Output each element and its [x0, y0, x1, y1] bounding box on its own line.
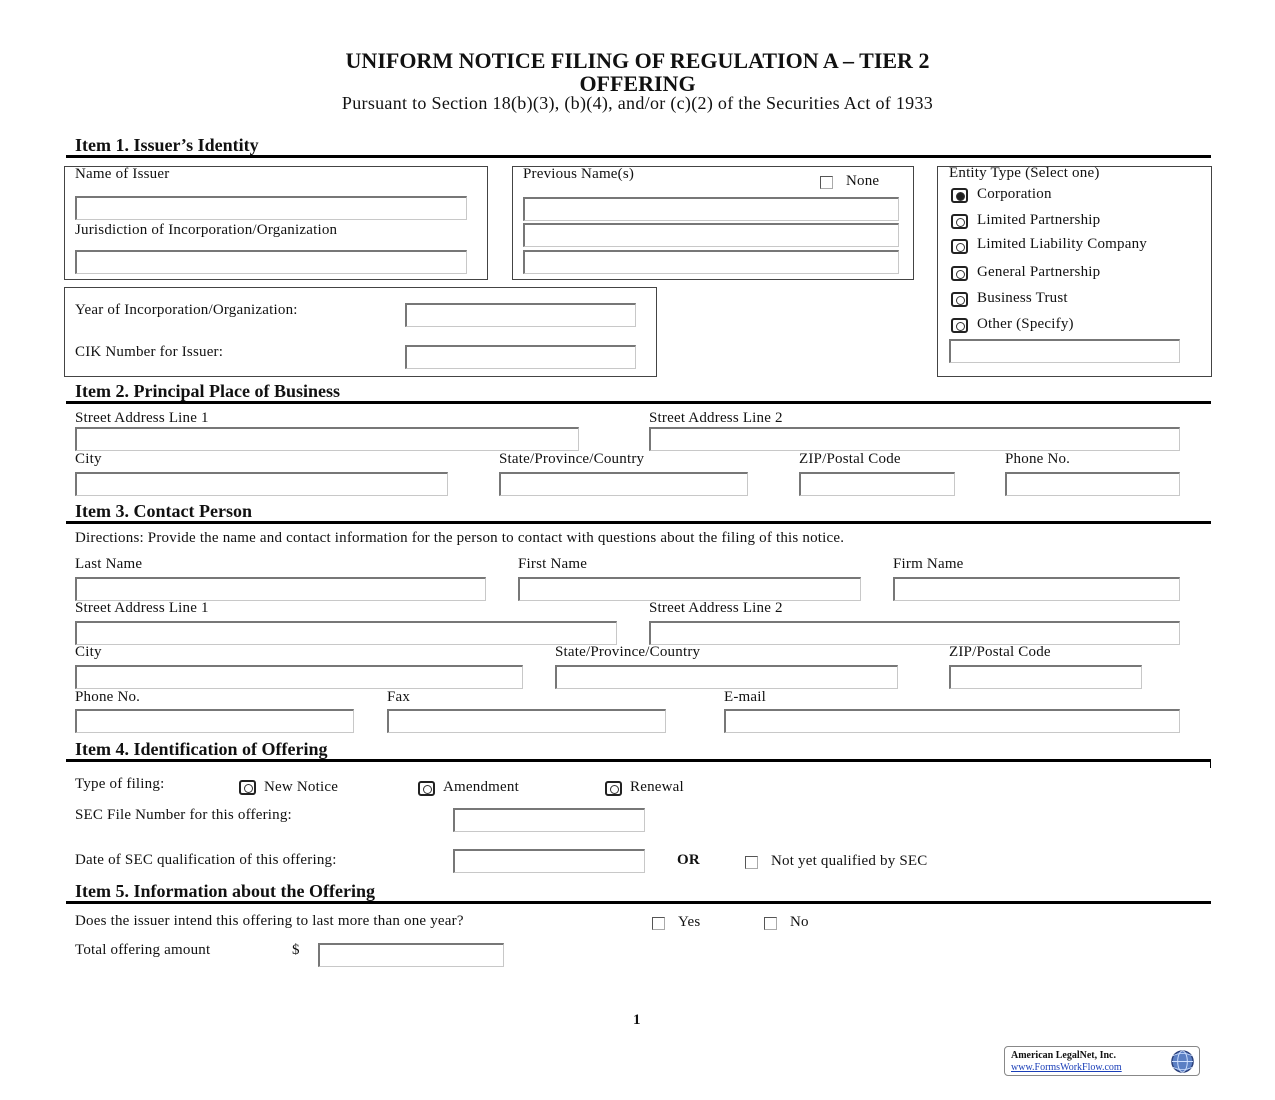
contact-city-input[interactable] — [75, 665, 523, 689]
business-city-input[interactable] — [75, 472, 448, 496]
business-zip-label: ZIP/Postal Code — [799, 451, 901, 467]
entity-other-input[interactable] — [949, 339, 1180, 363]
contact-city-label: City — [75, 644, 102, 660]
entity-business-trust-label: Business Trust — [977, 290, 1068, 306]
entity-limited-partnership-radio[interactable] — [951, 214, 968, 229]
item4-heading: Item 4. Identification of Offering — [75, 739, 328, 759]
entity-corporation-radio[interactable] — [951, 188, 968, 203]
contact-fax-input[interactable] — [387, 709, 666, 733]
form-title-line2: OFFERING — [579, 71, 696, 96]
contact-firm-name-input[interactable] — [893, 577, 1180, 601]
total-offering-input[interactable] — [318, 943, 504, 967]
globe-logo-icon — [1170, 1049, 1195, 1074]
filing-amendment-radio[interactable] — [418, 781, 435, 796]
item5-rule — [66, 901, 1211, 904]
business-street1-label: Street Address Line 1 — [75, 410, 209, 426]
entity-general-partnership-label: General Partnership — [977, 264, 1101, 280]
duration-no-label: No — [790, 914, 809, 930]
business-phone-input[interactable] — [1005, 472, 1180, 496]
not-qualified-label: Not yet qualified by SEC — [771, 853, 928, 869]
entity-corporation-label: Corporation — [977, 186, 1052, 202]
contact-zip-label: ZIP/Postal Code — [949, 644, 1051, 660]
contact-street1-input[interactable] — [75, 621, 617, 645]
duration-yes-checkbox[interactable] — [652, 917, 665, 930]
contact-state-label: State/Province/Country — [555, 644, 701, 660]
not-qualified-checkbox[interactable] — [745, 856, 758, 869]
item4-rule-tick — [1210, 760, 1211, 768]
contact-firm-name-label: Firm Name — [893, 556, 964, 572]
duration-yes-label: Yes — [678, 914, 701, 930]
contact-directions: Directions: Provide the name and contact information for the person to contact with questions about the filing of this notice. — [75, 530, 845, 546]
contact-last-name-input[interactable] — [75, 577, 486, 601]
cik-label: CIK Number for Issuer: — [75, 344, 224, 360]
business-street2-input[interactable] — [649, 427, 1180, 451]
item2-rule — [66, 401, 1211, 404]
sec-file-number-label: SEC File Number for this offering: — [75, 807, 292, 823]
item1-heading: Item 1. Issuer’s Identity — [75, 135, 259, 155]
contact-first-name-label: First Name — [518, 556, 588, 572]
contact-phone-input[interactable] — [75, 709, 354, 733]
jurisdiction-input[interactable] — [75, 250, 467, 274]
none-label: None — [846, 173, 880, 189]
business-street1-input[interactable] — [75, 427, 579, 451]
filing-new-notice-label: New Notice — [264, 779, 339, 795]
year-input[interactable] — [405, 303, 636, 327]
contact-zip-input[interactable] — [949, 665, 1142, 689]
sec-file-number-input[interactable] — [453, 808, 645, 832]
qualification-date-label: Date of SEC qualification of this offering: — [75, 852, 337, 868]
contact-email-input[interactable] — [724, 709, 1180, 733]
dollar-sign: $ — [292, 942, 300, 958]
item1-rule — [66, 155, 1211, 158]
business-state-label: State/Province/Country — [499, 451, 645, 467]
business-phone-label: Phone No. — [1005, 451, 1071, 467]
filing-new-notice-radio[interactable] — [239, 780, 256, 795]
brand-name: American LegalNet, Inc. — [1011, 1050, 1116, 1061]
brand-url-link[interactable]: www.FormsWorkFlow.com — [1011, 1062, 1122, 1073]
contact-email-label: E-mail — [724, 689, 767, 705]
entity-llc-radio[interactable] — [951, 239, 968, 254]
item3-heading: Item 3. Contact Person — [75, 501, 252, 521]
item4-rule — [66, 759, 1211, 762]
year-label: Year of Incorporation/Organization: — [75, 302, 298, 318]
entity-other-radio[interactable] — [951, 318, 968, 333]
form-title-line1: UNIFORM NOTICE FILING OF REGULATION A – TIER 2 — [345, 48, 930, 73]
entity-business-trust-radio[interactable] — [951, 292, 968, 307]
contact-street2-input[interactable] — [649, 621, 1180, 645]
contact-phone-label: Phone No. — [75, 689, 141, 705]
business-state-input[interactable] — [499, 472, 748, 496]
duration-no-checkbox[interactable] — [764, 917, 777, 930]
contact-last-name-label: Last Name — [75, 556, 143, 572]
cik-input[interactable] — [405, 345, 636, 369]
brand-logo[interactable] — [1004, 1046, 1200, 1076]
contact-fax-label: Fax — [387, 689, 411, 705]
filing-renewal-label: Renewal — [630, 779, 684, 795]
page-number: 1 — [633, 1012, 641, 1028]
duration-question: Does the issuer intend this offering to last more than one year? — [75, 913, 464, 929]
previous-name-input-3[interactable] — [523, 250, 899, 274]
entity-type-label: Entity Type (Select one) — [949, 165, 1100, 181]
item5-heading: Item 5. Information about the Offering — [75, 881, 375, 901]
previous-name-input-2[interactable] — [523, 223, 899, 247]
contact-street1-label: Street Address Line 1 — [75, 600, 209, 616]
or-label: OR — [677, 852, 700, 868]
contact-first-name-input[interactable] — [518, 577, 861, 601]
previous-name-input-1[interactable] — [523, 197, 899, 221]
name-of-issuer-input[interactable] — [75, 196, 467, 220]
filing-amendment-label: Amendment — [443, 779, 519, 795]
qualification-date-input[interactable] — [453, 849, 645, 873]
entity-general-partnership-radio[interactable] — [951, 266, 968, 281]
none-checkbox[interactable] — [820, 176, 833, 189]
form-subtitle: Pursuant to Section 18(b)(3), (b)(4), and/or (c)(2) of the Securities Act of 1933 — [341, 93, 934, 113]
entity-llc-label: Limited Liability Company — [977, 236, 1147, 252]
previous-names-label: Previous Name(s) — [523, 166, 635, 182]
entity-limited-partnership-label: Limited Partnership — [977, 212, 1101, 228]
business-street2-label: Street Address Line 2 — [649, 410, 783, 426]
entity-other-label: Other (Specify) — [977, 316, 1074, 332]
contact-street2-label: Street Address Line 2 — [649, 600, 783, 616]
filing-renewal-radio[interactable] — [605, 781, 622, 796]
business-zip-input[interactable] — [799, 472, 955, 496]
business-city-label: City — [75, 451, 102, 467]
contact-state-input[interactable] — [555, 665, 898, 689]
item3-rule — [66, 521, 1211, 524]
jurisdiction-label: Jurisdiction of Incorporation/Organization — [75, 222, 338, 238]
type-of-filing-label: Type of filing: — [75, 776, 165, 792]
item2-heading: Item 2. Principal Place of Business — [75, 381, 340, 401]
total-offering-label: Total offering amount — [75, 942, 211, 958]
name-of-issuer-label: Name of Issuer — [75, 166, 170, 182]
